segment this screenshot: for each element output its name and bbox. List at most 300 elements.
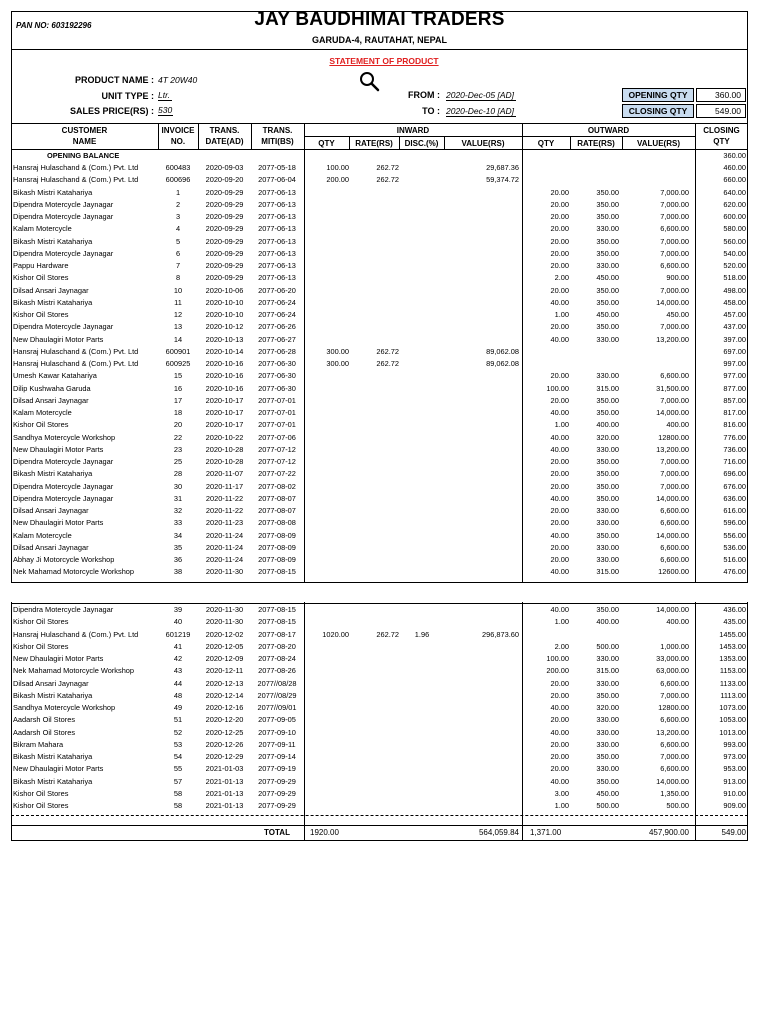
col-inward: INWARD [396, 126, 430, 135]
statement-title: STATEMENT OF PRODUCT [329, 56, 439, 66]
cell-miti-bs: 2077-06-24 [258, 297, 296, 307]
cell-out-value: 6,600.00 [660, 542, 689, 552]
cell-closing-qty: 518.00 [723, 273, 746, 283]
cell-out-rate: 330.00 [596, 518, 619, 528]
cell-date-ad: 2021-01-13 [205, 801, 244, 810]
cell-miti-bs: 2077-09-29 [258, 788, 296, 798]
cell-closing-qty: 560.00 [723, 236, 746, 246]
cell-out-value: 7,000.00 [660, 481, 689, 491]
cell-out-rate: 500.00 [596, 801, 619, 810]
cell-miti-bs: 2077-07-12 [258, 457, 296, 466]
company-header [11, 11, 748, 49]
cell-miti-bs: 2077-08-15 [258, 617, 296, 627]
cell-customer: Sandhya Motercycle Workshop [13, 432, 116, 442]
cell-invoice: 7 [175, 261, 181, 270]
cell-out-qty: 40.00 [550, 567, 569, 577]
cell-out-qty: 20.00 [550, 555, 569, 564]
cell-invoice: 13 [173, 322, 183, 332]
opening-balance-value: 360.00 [723, 151, 746, 160]
cell-customer: Bikash Mistri Katahariya [13, 187, 93, 197]
cell-out-qty: 20.00 [550, 764, 569, 774]
cell-miti-bs: 2077-06-26 [258, 322, 296, 332]
cell-miti-bs: 2077-08-24 [258, 654, 296, 663]
cell-invoice: 40 [173, 617, 183, 627]
opening-qty-value: 360.00 [696, 88, 746, 102]
cell-miti-bs: 2077-08-08 [258, 518, 296, 528]
cell-in-rate: 262.72 [376, 629, 399, 639]
cell-out-value: 6,600.00 [660, 555, 689, 564]
product-name-value: 4T 20W40 [158, 75, 198, 85]
cell-miti-bs: 2077-09-19 [258, 764, 296, 774]
cell-miti-bs: 2077-09-11 [258, 739, 296, 749]
cell-customer: Hansraj Hulaschand & (Com.) Pvt. Ltd [13, 175, 139, 185]
cell-out-value: 6,600.00 [660, 261, 689, 270]
cell-customer: Hansraj Hulaschand & (Com.) Pvt. Ltd [13, 359, 139, 368]
cell-closing-qty: 977.00 [723, 371, 746, 381]
cell-miti-bs: 2077-06-13 [258, 212, 296, 221]
cell-invoice: 14 [173, 334, 183, 344]
cell-out-qty: 20.00 [550, 395, 569, 405]
cell-miti-bs: 2077-05-18 [258, 163, 296, 172]
cell-customer: Dilsad Ansari Jaynagar [13, 285, 89, 295]
cell-out-qty: 20.00 [550, 248, 569, 258]
cell-invoice: 15 [173, 371, 183, 381]
cell-out-value: 14,000.00 [656, 408, 689, 417]
cell-out-value: 14,000.00 [656, 776, 689, 786]
table-row [11, 530, 748, 542]
cell-closing-qty: 910.00 [723, 788, 746, 798]
cell-out-value: 31,500.00 [656, 383, 689, 393]
cell-date-ad: 2020-12-26 [205, 739, 244, 749]
cell-miti-bs: 2077-06-30 [258, 371, 296, 381]
cell-date-ad: 2020-10-13 [205, 334, 244, 344]
cell-out-qty: 20.00 [550, 285, 569, 295]
cell-out-rate: 350.00 [596, 199, 619, 209]
cell-out-rate: 330.00 [596, 727, 619, 737]
table-row [11, 358, 748, 370]
table-row [11, 468, 748, 480]
cell-out-value: 7,000.00 [660, 187, 689, 197]
cell-invoice: 10 [173, 285, 183, 295]
cell-miti-bs: 2077-08-15 [258, 567, 296, 577]
cell-out-value: 7,000.00 [660, 469, 689, 479]
cell-out-rate: 450.00 [596, 310, 619, 319]
cell-customer: Bikash Mistri Katahariya [13, 690, 93, 700]
cell-customer: Pappu Hardware [13, 261, 69, 270]
cell-closing-qty: 435.00 [723, 617, 746, 627]
cell-invoice: 54 [173, 752, 183, 761]
cell-customer: Aadarsh Oil Stores [13, 727, 76, 737]
cell-in-value: 89,062.08 [486, 346, 519, 356]
table-row [11, 690, 748, 702]
cell-closing-qty: 540.00 [723, 248, 746, 258]
cell-out-rate: 320.00 [596, 703, 619, 712]
cell-miti-bs: 2077-07-22 [258, 469, 296, 479]
col-in-disc: DISC.(%) [404, 139, 439, 148]
cell-miti-bs: 2077-06-30 [258, 359, 296, 368]
cell-customer: Kishor Oil Stores [13, 801, 69, 810]
table-row [11, 419, 748, 431]
cell-out-qty: 20.00 [550, 739, 569, 749]
table-row [11, 285, 748, 297]
cell-miti-bs: 2077-09-05 [258, 715, 296, 725]
cell-date-ad: 2020-11-22 [205, 493, 244, 503]
cell-invoice: 44 [173, 678, 183, 688]
cell-date-ad: 2020-12-02 [205, 629, 244, 639]
cell-customer: Bikash Mistri Katahariya [13, 297, 93, 307]
cell-date-ad: 2020-10-28 [205, 444, 244, 454]
cell-date-ad: 2020-10-16 [205, 371, 244, 381]
cell-closing-qty: 520.00 [723, 261, 746, 270]
cell-out-qty: 40.00 [550, 432, 569, 442]
cell-customer: Abhay Ji Motorcycle Workshop [13, 555, 115, 564]
cell-out-qty: 3.00 [554, 788, 569, 798]
cell-out-rate: 350.00 [596, 752, 619, 761]
cell-date-ad: 2020-11-30 [205, 567, 244, 577]
cell-out-rate: 350.00 [596, 469, 619, 479]
cell-invoice: 28 [173, 469, 183, 479]
cell-in-rate: 262.72 [376, 346, 399, 356]
cell-miti-bs: 2077-07-01 [258, 408, 296, 417]
magnifier-icon[interactable] [358, 70, 380, 92]
cell-date-ad: 2020-11-07 [205, 469, 244, 479]
cell-miti-bs: 2077-09-29 [258, 776, 296, 786]
cell-closing-qty: 536.00 [723, 542, 746, 552]
cell-date-ad: 2020-09-03 [205, 163, 244, 172]
cell-closing-qty: 620.00 [723, 199, 746, 209]
cell-out-rate: 330.00 [596, 764, 619, 774]
company-address: GARUDA-4, RAUTAHAT, NEPAL [312, 35, 447, 45]
cell-invoice: 3 [175, 212, 181, 221]
unit-type-label: UNIT TYPE : [101, 91, 154, 101]
opening-qty-label: OPENING QTY [622, 88, 694, 102]
cell-out-value: 63,000.00 [656, 666, 689, 676]
cell-out-value: 14,000.00 [656, 605, 689, 614]
cell-miti-bs: 2077-06-13 [258, 248, 296, 258]
cell-out-qty: 100.00 [546, 654, 569, 663]
cell-customer: Dipendra Motercycle Jaynagar [13, 481, 114, 491]
cell-out-rate: 330.00 [596, 224, 619, 234]
cell-closing-qty: 397.00 [723, 334, 746, 344]
cell-miti-bs: 2077-08-07 [258, 493, 296, 503]
cell-out-rate: 350.00 [596, 187, 619, 197]
col-miti-bs: MITI(BS) [261, 137, 294, 146]
cell-miti-bs: 2077-06-24 [258, 310, 296, 319]
cell-miti-bs: 2077-06-30 [258, 383, 296, 393]
table-row [11, 211, 748, 223]
cell-date-ad: 2020-09-29 [205, 248, 244, 258]
cell-customer: Hansraj Hulaschand & (Com.) Pvt. Ltd [13, 163, 139, 172]
cell-customer: Kishor Oil Stores [13, 420, 69, 430]
cell-out-qty: 2.00 [554, 641, 569, 651]
cell-customer: Hansraj Hulaschand & (Com.) Pvt. Ltd [13, 346, 139, 356]
cell-closing-qty: 857.00 [723, 395, 746, 405]
table-row [11, 481, 748, 493]
cell-date-ad: 2020-09-29 [205, 199, 244, 209]
table-row [11, 321, 748, 333]
cell-customer: Kishor Oil Stores [13, 788, 69, 798]
cell-out-qty: 20.00 [550, 224, 569, 234]
total-label: TOTAL [264, 828, 290, 837]
table-row [11, 395, 748, 407]
cell-date-ad: 2020-12-14 [205, 690, 244, 700]
cell-out-rate: 350.00 [596, 248, 619, 258]
cell-date-ad: 2020-11-22 [205, 506, 244, 515]
cell-miti-bs: 2077-08-15 [258, 605, 296, 614]
cell-out-qty: 20.00 [550, 199, 569, 209]
cell-date-ad: 2020-12-25 [205, 727, 244, 737]
cell-customer: Nek Mahamad Motorcycle Workshop [13, 567, 135, 577]
cell-date-ad: 2020-10-22 [205, 432, 244, 442]
cell-date-ad: 2020-11-23 [205, 518, 244, 528]
cell-miti-bs: 2077-08-07 [258, 506, 296, 515]
cell-customer: Bikash Mistri Katahariya [13, 776, 93, 786]
cell-invoice: 57 [173, 776, 183, 786]
cell-date-ad: 2020-10-17 [205, 420, 244, 430]
cell-out-value: 13,200.00 [656, 727, 689, 737]
cell-out-qty: 20.00 [550, 212, 569, 221]
table-row [11, 334, 748, 346]
cell-customer: Kishor Oil Stores [13, 273, 69, 283]
cell-invoice: 42 [173, 654, 183, 663]
header-divider [11, 49, 748, 50]
cell-out-value: 6,600.00 [660, 371, 689, 381]
table-row [11, 616, 748, 628]
cell-out-qty: 1.00 [554, 801, 569, 810]
cell-date-ad: 2020-09-29 [205, 273, 244, 283]
col-out-value: VALUE(RS) [637, 139, 680, 148]
table-row [11, 505, 748, 517]
cell-miti-bs: 2077//09/01 [257, 703, 297, 712]
table-row [11, 174, 748, 186]
cell-out-value: 12600.00 [658, 567, 689, 577]
cell-invoice: 43 [173, 666, 183, 676]
cell-out-qty: 2.00 [554, 273, 569, 283]
cell-out-rate: 350.00 [596, 395, 619, 405]
opening-balance-row [11, 150, 748, 162]
cell-date-ad: 2020-10-17 [205, 395, 244, 405]
cell-date-ad: 2020-09-29 [205, 261, 244, 270]
table-row [11, 678, 748, 690]
cell-out-rate: 330.00 [596, 654, 619, 663]
cell-customer: Dipendra Motercycle Jaynagar [13, 199, 114, 209]
table-row [11, 517, 748, 529]
cell-miti-bs: 2077//08/29 [257, 690, 297, 700]
cell-invoice: 6 [175, 248, 181, 258]
table-row [11, 199, 748, 211]
cell-customer: Bikram Mahara [13, 739, 64, 749]
cell-out-qty: 20.00 [550, 518, 569, 528]
table-row [11, 407, 748, 419]
cell-out-rate: 330.00 [596, 261, 619, 270]
table-row [11, 714, 748, 726]
cell-out-qty: 40.00 [550, 727, 569, 737]
cell-closing-qty: 1455.00 [719, 629, 746, 639]
cell-closing-qty: 476.00 [723, 567, 746, 577]
cell-miti-bs: 2077-06-20 [258, 285, 296, 295]
cell-closing-qty: 1453.00 [719, 641, 746, 651]
cell-date-ad: 2020-09-20 [205, 175, 244, 185]
cell-out-qty: 20.00 [550, 457, 569, 466]
cell-invoice: 31 [173, 493, 183, 503]
sales-price-value: 530 [158, 105, 173, 115]
cell-in-value: 59,374.72 [486, 175, 519, 185]
table-row [11, 493, 748, 505]
cell-out-rate: 350.00 [596, 493, 619, 503]
cell-miti-bs: 2077//08/28 [257, 678, 297, 688]
cell-closing-qty: 596.00 [723, 518, 746, 528]
cell-out-rate: 450.00 [596, 273, 619, 283]
cell-closing-qty: 1073.00 [719, 703, 746, 712]
cell-out-qty: 20.00 [550, 236, 569, 246]
cell-closing-qty: 997.00 [723, 359, 746, 368]
cell-invoice: 58 [173, 801, 183, 810]
cell-out-qty: 20.00 [550, 481, 569, 491]
cell-miti-bs: 2077-08-09 [258, 530, 296, 540]
cell-invoice: 601219 [165, 629, 191, 639]
outward-subrule [522, 136, 695, 137]
cell-out-value: 7,000.00 [660, 285, 689, 295]
cell-out-rate: 320.00 [596, 432, 619, 442]
table-row [11, 370, 748, 382]
cell-invoice: 52 [173, 727, 183, 737]
cell-invoice: 600901 [165, 346, 191, 356]
cell-closing-qty: 676.00 [723, 481, 746, 491]
cell-invoice: 32 [173, 506, 183, 515]
cell-invoice: 1 [175, 187, 181, 197]
col-outward: OUTWARD [587, 126, 630, 135]
table-row [11, 739, 748, 751]
cell-out-rate: 350.00 [596, 212, 619, 221]
cell-customer: New Dhaulagiri Motor Parts [13, 654, 104, 663]
cell-closing-qty: 457.00 [723, 310, 746, 319]
table-row [11, 260, 748, 272]
cell-out-value: 7,000.00 [660, 248, 689, 258]
cell-invoice: 4 [175, 224, 181, 234]
cell-out-qty: 40.00 [550, 605, 569, 614]
cell-miti-bs: 2077-09-14 [258, 752, 296, 761]
cell-customer: Dipendra Motercycle Jaynagar [13, 212, 114, 221]
cell-out-qty: 20.00 [550, 371, 569, 381]
cell-closing-qty: 973.00 [723, 752, 746, 761]
cell-out-value: 14,000.00 [656, 530, 689, 540]
cell-out-value: 14,000.00 [656, 493, 689, 503]
col-out-qty: QTY [537, 139, 555, 148]
cell-date-ad: 2020-12-11 [205, 666, 244, 676]
cell-invoice: 11 [174, 297, 182, 307]
cell-out-value: 12800.00 [658, 703, 689, 712]
col-name: NAME [72, 137, 97, 146]
cell-out-qty: 20.00 [550, 187, 569, 197]
cell-customer: Kishor Oil Stores [13, 310, 69, 319]
col-customer: CUSTOMER [61, 126, 108, 135]
total-row [11, 826, 748, 840]
to-label: TO : [422, 106, 440, 116]
table-row [11, 444, 748, 456]
cell-closing-qty: 640.00 [723, 187, 746, 197]
cell-miti-bs: 2077-08-17 [258, 629, 296, 639]
cell-out-qty: 1.00 [554, 310, 569, 319]
cell-out-qty: 20.00 [550, 469, 569, 479]
cell-closing-qty: 1353.00 [719, 654, 746, 663]
cell-customer: Dipendra Motercycle Jaynagar [13, 457, 114, 466]
cell-out-value: 7,000.00 [660, 457, 689, 466]
cell-customer: Bikash Mistri Katahariya [13, 469, 93, 479]
cell-out-qty: 100.00 [546, 383, 569, 393]
cell-out-value: 6,600.00 [660, 224, 689, 234]
cell-invoice: 25 [173, 457, 183, 466]
table-row [11, 788, 748, 800]
cell-miti-bs: 2077-07-12 [258, 444, 296, 454]
col-trans-ad: TRANS. [209, 126, 240, 135]
table-row [11, 629, 748, 641]
cell-customer: Aadarsh Oil Stores [13, 715, 76, 725]
cell-out-value: 6,600.00 [660, 739, 689, 749]
cell-invoice: 20 [173, 420, 183, 430]
cell-out-rate: 330.00 [596, 715, 619, 725]
cell-invoice: 16 [173, 383, 183, 393]
cell-invoice: 8 [175, 273, 181, 283]
table-row [11, 346, 748, 358]
col-trans-bs: TRANS. [262, 126, 293, 135]
cell-in-qty: 300.00 [326, 359, 349, 368]
cell-miti-bs: 2077-06-13 [258, 187, 296, 197]
cell-miti-bs: 2077-07-01 [258, 420, 296, 430]
sales-price-label: SALES PRICE(RS) : [69, 106, 154, 116]
cell-out-rate: 330.00 [596, 678, 619, 688]
cell-closing-qty: 460.00 [723, 163, 746, 172]
cell-out-rate: 500.00 [596, 641, 619, 651]
table-row [11, 432, 748, 444]
cell-miti-bs: 2077-08-09 [258, 542, 296, 552]
cell-out-value: 6,600.00 [660, 518, 689, 528]
table-row [11, 297, 748, 309]
cell-out-qty: 40.00 [550, 334, 569, 344]
cell-out-qty: 20.00 [550, 506, 569, 515]
cell-in-rate: 262.72 [376, 175, 399, 185]
cell-miti-bs: 2077-06-28 [258, 346, 296, 356]
cell-closing-qty: 993.00 [723, 739, 746, 749]
inward-subrule [304, 136, 522, 137]
total-out-qty: 1,371.00 [530, 828, 562, 837]
table-row [11, 702, 748, 714]
cell-miti-bs: 2077-06-13 [258, 273, 296, 283]
cell-out-value: 6,600.00 [660, 678, 689, 688]
cell-closing-qty: 636.00 [723, 493, 746, 503]
cell-invoice: 12 [173, 310, 183, 319]
total-closing-qty: 549.00 [721, 828, 746, 837]
cell-out-rate: 350.00 [596, 605, 619, 614]
cell-date-ad: 2020-11-30 [205, 605, 244, 614]
cell-out-value: 33,000.00 [656, 654, 689, 663]
cell-date-ad: 2020-11-24 [205, 555, 244, 564]
cell-miti-bs: 2077-06-13 [258, 199, 296, 209]
cell-closing-qty: 1013.00 [719, 727, 746, 737]
closing-qty-label: CLOSING QTY [622, 104, 694, 118]
cell-date-ad: 2020-12-20 [205, 715, 244, 725]
cell-invoice: 33 [173, 518, 183, 528]
cell-date-ad: 2020-12-05 [205, 641, 244, 651]
cell-closing-qty: 816.00 [723, 420, 746, 430]
table-row [11, 751, 748, 763]
cell-out-rate: 400.00 [596, 420, 619, 430]
cell-out-qty: 1.00 [554, 420, 569, 430]
cell-miti-bs: 2077-06-13 [258, 261, 296, 270]
cell-invoice: 22 [173, 432, 183, 442]
cell-customer: Kalam Motercycle [13, 530, 72, 540]
cell-customer: Dilsad Ansari Jaynagar [13, 678, 89, 688]
cell-customer: Dipendra Motercycle Jaynagar [13, 322, 114, 332]
